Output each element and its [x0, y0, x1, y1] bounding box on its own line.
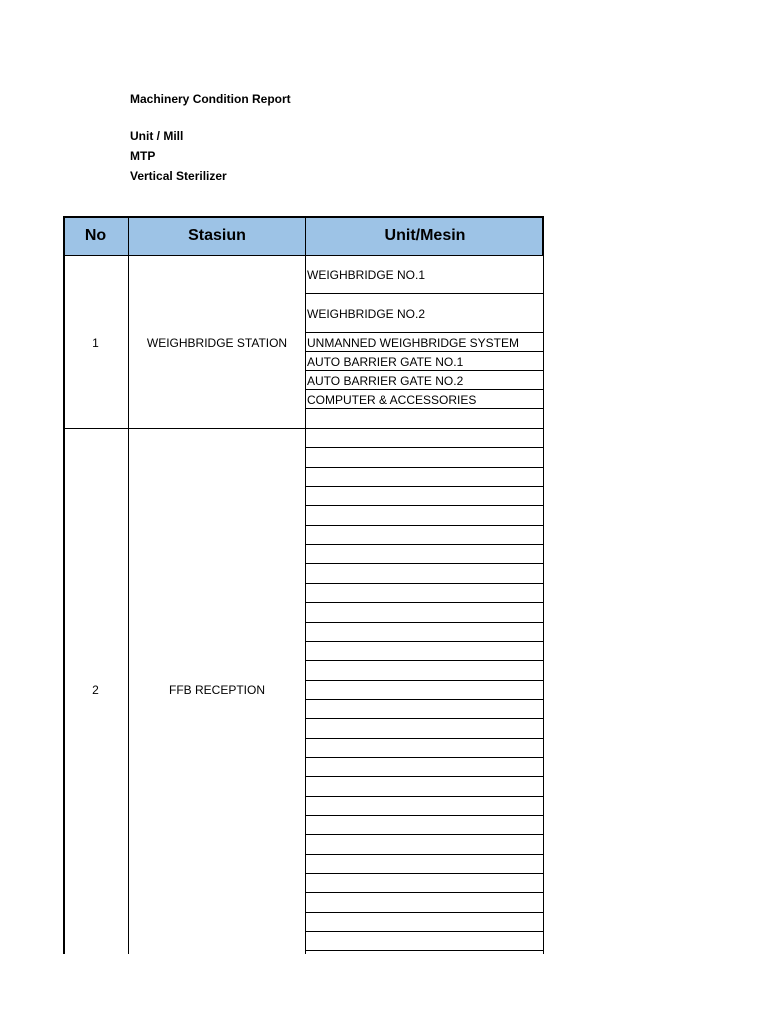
unit-cell — [306, 468, 544, 487]
mill-code: MTP — [130, 149, 156, 163]
unit-cell — [306, 797, 544, 816]
unit-cell — [306, 506, 544, 525]
unit-cell — [306, 448, 544, 467]
unit-cell: AUTO BARRIER GATE NO.1 — [307, 354, 464, 369]
unit-cell — [306, 719, 544, 738]
column-divider-stasiun — [305, 216, 306, 954]
unit-cell — [306, 681, 544, 700]
unit-cell — [306, 700, 544, 719]
group-divider — [63, 428, 306, 429]
unit-cell — [306, 835, 544, 854]
unit-cell: WEIGHBRIDGE NO.1 — [307, 268, 426, 282]
unit-cell: UNMANNED WEIGHBRIDGE SYSTEM — [307, 335, 520, 350]
unit-cell — [306, 623, 544, 642]
unit-cell — [306, 429, 544, 448]
unit-cell — [306, 874, 544, 893]
header-right-border — [542, 216, 544, 256]
unit-cell — [306, 932, 544, 951]
unit-cell: COMPUTER & ACCESSORIES — [307, 392, 477, 407]
unit-cell — [306, 893, 544, 912]
unit-cell — [306, 758, 544, 777]
machinery-table — [63, 216, 544, 954]
table-right-border — [543, 216, 544, 954]
column-header-no: No — [84, 227, 107, 244]
unit-cell — [306, 526, 544, 545]
unit-cell — [306, 487, 544, 506]
unit-cell: WEIGHBRIDGE NO.2 — [307, 306, 426, 321]
row-number: 2 — [92, 683, 99, 698]
unit-cell — [306, 816, 544, 835]
unit-cell — [306, 855, 544, 874]
unit-label: Unit / Mill — [130, 129, 184, 143]
column-header-unit-mesin: Unit/Mesin — [384, 227, 466, 244]
row-number: 1 — [92, 335, 99, 350]
table-top-border — [63, 216, 544, 218]
station-cell: FFB RECEPTION — [168, 683, 265, 698]
unit-cell — [306, 564, 544, 583]
unit-cell — [306, 584, 544, 603]
unit-row-divider — [306, 950, 544, 951]
station-cell: WEIGHBRIDGE STATION — [146, 335, 288, 350]
unit-cell — [306, 777, 544, 796]
header-bottom-border — [63, 255, 544, 256]
unit-cell — [306, 545, 544, 564]
unit-cell: AUTO BARRIER GATE NO.2 — [307, 373, 464, 388]
report-title: Machinery Condition Report — [130, 92, 291, 106]
station-name: Vertical Sterilizer — [130, 169, 227, 183]
column-header-stasiun: Stasiun — [188, 227, 246, 244]
unit-cell — [306, 739, 544, 758]
unit-cell — [306, 642, 544, 661]
unit-cell — [306, 603, 544, 622]
unit-cell — [306, 913, 544, 932]
unit-cell — [306, 409, 544, 429]
table-left-border — [63, 216, 65, 954]
column-divider-no — [128, 216, 129, 954]
unit-cell — [306, 661, 544, 680]
